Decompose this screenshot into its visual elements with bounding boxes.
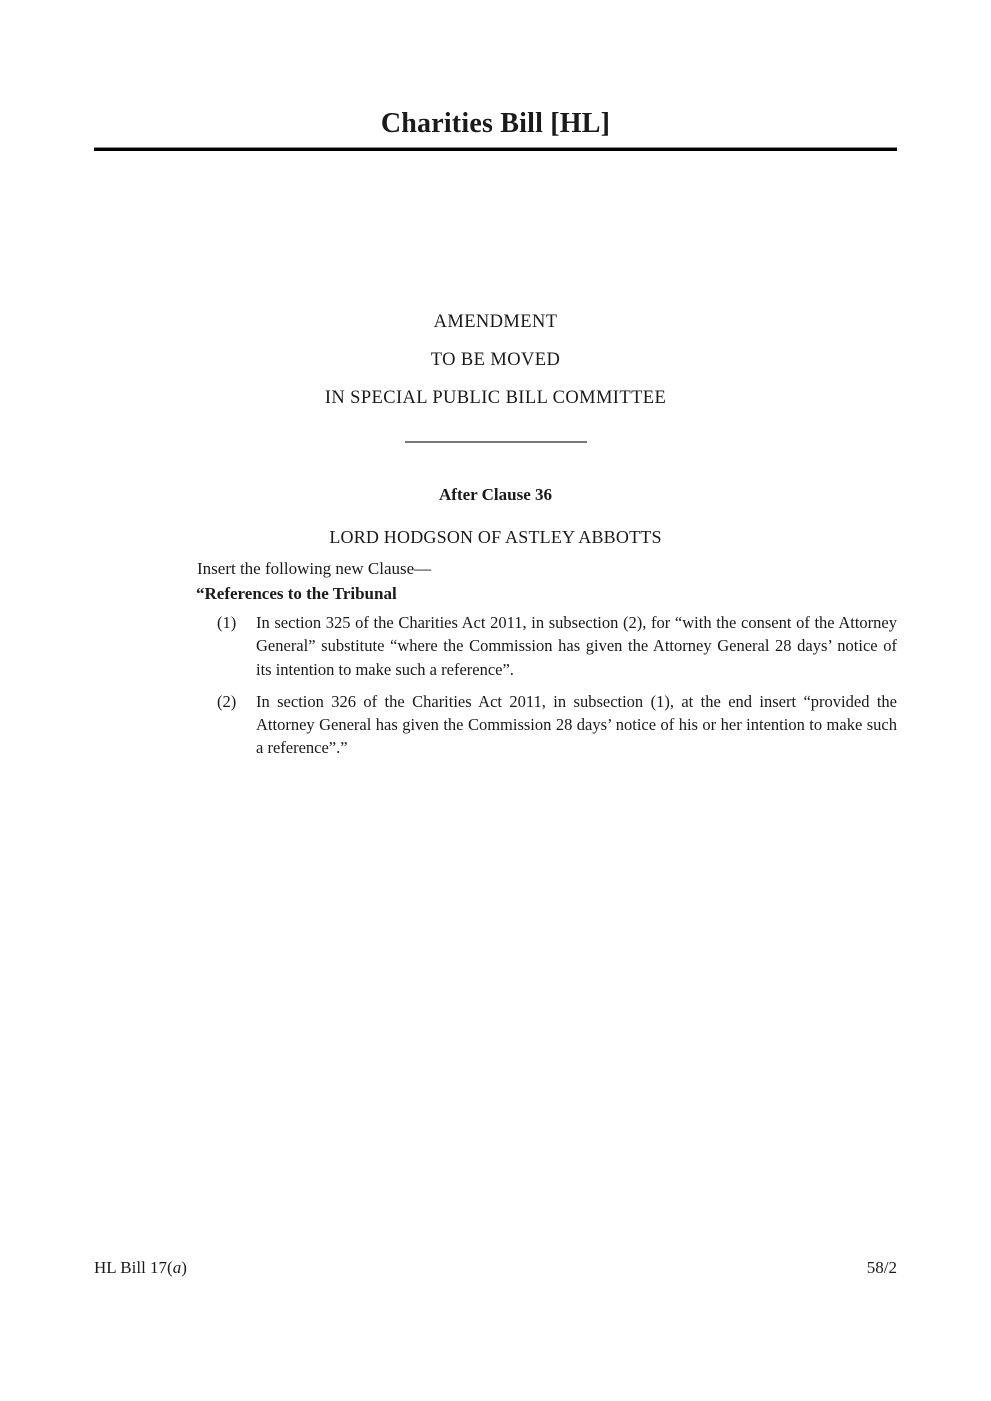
clause-item-1: [94, 611, 897, 681]
footer-bill-reference-prefix: HL Bill 17(: [94, 1258, 173, 1277]
footer-bill-reference-suffix: ): [181, 1258, 187, 1277]
clause-item-1-number: (1): [217, 613, 237, 632]
page-footer: [0, 1258, 991, 1278]
section-separator-rule: [405, 441, 587, 443]
document-title: Charities Bill [HL]: [380, 108, 611, 139]
clause-item-2-number: (2): [217, 691, 237, 711]
heading-line-to-be-moved: TO BE MOVED: [430, 350, 561, 370]
heading-line-amendment: AMENDMENT: [433, 312, 558, 332]
clause-items: [94, 611, 897, 760]
footer-bill-reference-letter: a: [172, 1258, 182, 1277]
footer-bill-reference: [94, 1258, 187, 1278]
document-content: [0, 108, 991, 760]
footer-serial-number: 58/2: [866, 1258, 897, 1277]
mover-name: LORD HODGSON OF ASTLEY ABBOTTS: [329, 527, 662, 547]
new-clause-title: “References to the Tribunal: [196, 584, 397, 603]
clause-item-1-text: In section 325 of the Charities Act 2011, in subsection (2), for “with the consent of the Attorney General” substitute “where the Commission has given the Attorney General 28 days’ notice of its intention to make such a reference”.: [256, 613, 897, 679]
amendment-instruction: Insert the following new Clause—: [197, 559, 432, 578]
amendment-heading: [94, 303, 897, 417]
clause-item-2: [94, 690, 897, 760]
clause-item-2-text: In section 326 of the Charities Act 2011, in subsection (1), at the end insert “provided the Attorney General has given the Commission 28 days’ notice of his or her intention to make such a reference”.”: [256, 691, 897, 758]
heading-line-committee: IN SPECIAL PUBLIC BILL COMMITTEE: [324, 388, 667, 408]
title-double-rule: [94, 147, 897, 151]
clause-heading: After Clause 36: [439, 485, 552, 504]
